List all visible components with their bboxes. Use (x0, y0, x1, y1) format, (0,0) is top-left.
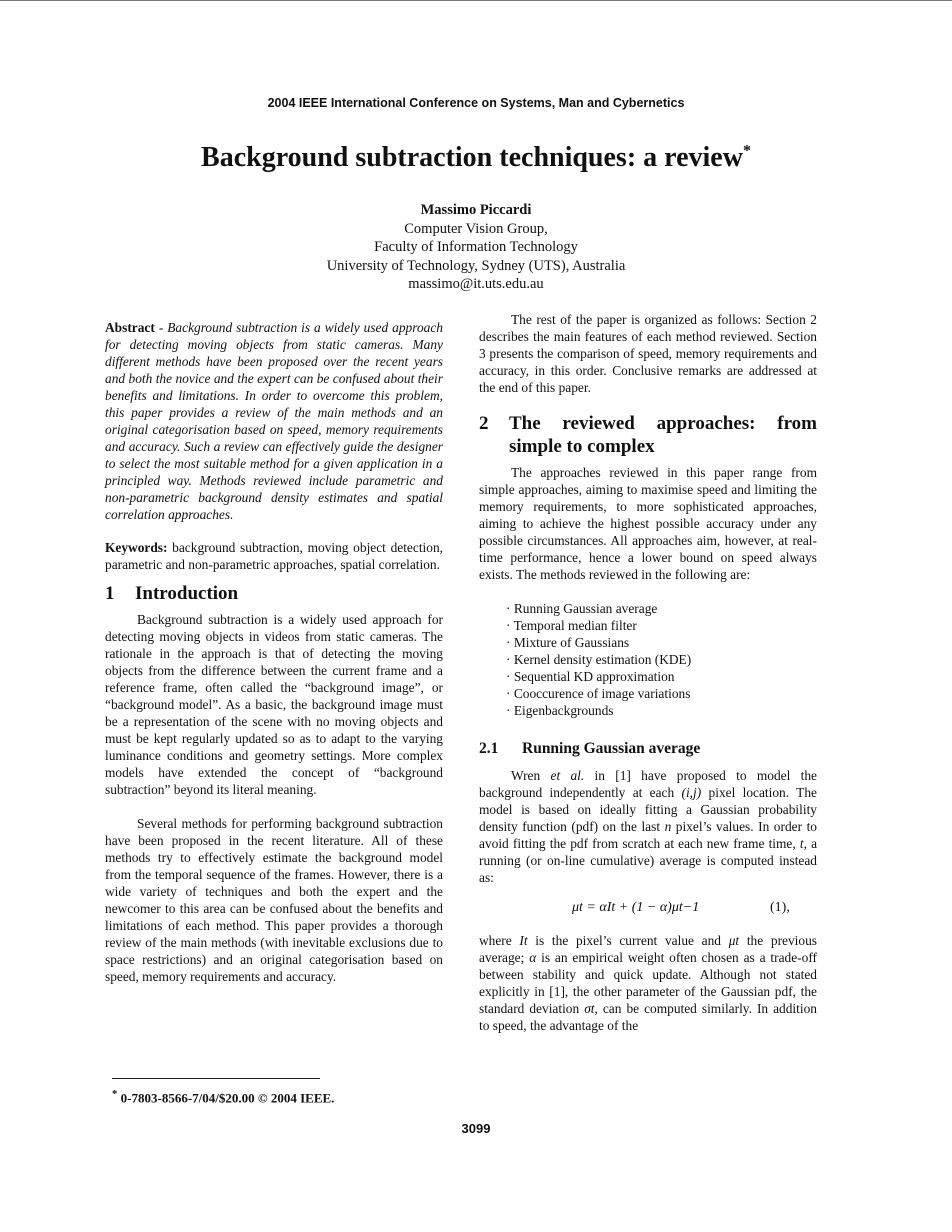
text-run: μt (728, 933, 740, 948)
text-run: n (664, 819, 672, 834)
list-item: · Cooccurence of image variations (506, 685, 817, 702)
abstract-dash: - (154, 320, 168, 335)
section-2-1-heading (479, 739, 817, 758)
text-run: in [1] have proposed to model the background independently at each (479, 768, 817, 800)
author-faculty: Faculty of Information Technology (374, 239, 578, 255)
text-run: , a running (or on-line cumulative) average is computed instead as: (479, 836, 818, 885)
equation-number: (1), (770, 900, 790, 915)
keywords (105, 539, 443, 573)
equation-explanation-paragraph (479, 932, 817, 1034)
paper-organization-paragraph: The rest of the paper is organized as follows: Section 2 describes the main features of each method reviewed. Section 3 presents the comparison of speed, memory requirements and accuracy, in this order. Conclusive remarks are addressed at the end of this paper. (479, 312, 817, 395)
copyright-footnote (112, 1088, 334, 1106)
footnote-rule (112, 1078, 320, 1079)
list-item: · Temporal median filter (506, 617, 817, 634)
equation-1 (479, 896, 817, 922)
author-name: Massimo Piccardi (420, 202, 532, 218)
footnote-text: 0-7803-8566-7/04/$20.00 © 2004 IEEE. (117, 1090, 335, 1106)
text-run: σt (584, 1001, 595, 1016)
section-2-1-paragraph (479, 767, 817, 886)
list-item: · Running Gaussian average (506, 600, 817, 617)
left-column (105, 319, 443, 985)
title-footnote-mark: * (742, 142, 751, 160)
section-1-number: 1 (105, 583, 115, 604)
text-run: , can be computed similarly. In addition to speed, the advantage of the (479, 1001, 817, 1033)
list-item: · Mixture of Gaussians (506, 634, 817, 651)
intro-paragraph-1: Background subtraction is a widely used approach for detecting moving objects in videos from static cameras. The rationale in the approach is that of detecting the moving objects from the difference between the current frame and a reference frame, often called the “background image”, or “background model”. As a basic, the background image must be a representation of the scene with no moving objects and must be kept regularly updated so as to adapt to the varying luminance conditions and geometry settings. More complex models have extended the concept of “background subtraction” beyond its literal meaning. (105, 612, 443, 797)
author-group: Computer Vision Group, (404, 220, 548, 237)
text-run: It (519, 933, 528, 948)
right-column (479, 311, 817, 1034)
top-border (0, 0, 952, 1)
section-2-paragraph: The approaches reviewed in this paper range from simple approaches, aiming to maximise speed and limiting the memory requirements, to more sophisticated approaches, aiming to achieve the highest possible accuracy under any possible circumstances. All approaches aim, however, at real-time performance, hence a lower bound on speed always exists. The methods reviewed in the following are: (479, 465, 817, 582)
abstract (105, 319, 443, 523)
intro-paragraph-2: Several methods for performing background subtraction have been proposed in the recent literature. All of these methods try to effectively estimate the background model from the temporal sequence of the frames. However, there is a wide variety of techniques and both the expert and the newcomer to this area can be confused about the benefits and limitations of each method. This paper provides a thorough review of the main methods (with inevitable exclusions due to space restrictions) and an original categorisation based on speed, memory requirements and accuracy. (105, 816, 443, 984)
text-run: Wren (511, 768, 551, 783)
author-email: massimo@it.uts.edu.au (408, 276, 544, 292)
section-1-heading (105, 582, 443, 605)
page-number: 3099 (461, 1121, 491, 1136)
text-run: α (529, 950, 537, 965)
section-2-1-number: 2.1 (479, 740, 499, 757)
paper-title (0, 142, 952, 174)
author-block (0, 201, 952, 294)
text-run: t (799, 836, 804, 851)
list-item: · Sequential KD approximation (506, 668, 817, 685)
text-run: pixel location. The model is based on ideally fitting a Gaussian probability density function (pdf) on the last (479, 785, 817, 834)
text-run: is an empirical weight often chosen as a trade-off between stability and quick update. Although not stated explicitly in [1], the other parameter of the Gaussian pdf, the standard deviation (479, 950, 817, 1016)
keywords-label: Keywords: (105, 540, 168, 555)
abstract-text: Background subtraction is a widely used approach for detecting moving objects from static cameras. Many different methods have been proposed over the recent years and both the novice and the expert can be confused about their benefits and limitations. In order to overcome this problem, this paper provides a review of the main methods and an original categorisation based on speed, memory requirements and accuracy. Such a review can effectively guide the designer to select the most suitable method for a given application in a principled way. Methods reviewed include parametric and non-parametric background density estimates and spatial correlation approaches. (105, 320, 443, 522)
section-1-title: Introduction (135, 583, 239, 604)
text-run: is the pixel’s current value and (527, 933, 729, 948)
section-2-heading (479, 412, 817, 458)
list-item: · Kernel density estimation (KDE) (506, 651, 817, 668)
methods-list (479, 600, 817, 719)
section-2-number: 2 (479, 413, 489, 434)
section-2-1-title: Running Gaussian average (522, 740, 701, 757)
abstract-label: Abstract (105, 320, 155, 335)
text-run: the previous average; (479, 933, 817, 965)
text-run: where (479, 933, 520, 948)
text-run: et al. (550, 768, 585, 783)
text-run: pixel’s values. In order to avoid fitting the pdf from scratch at each new frame time, (479, 819, 817, 851)
title-text: Background subtraction techniques: a review (201, 142, 743, 173)
list-item: · Eigenbackgrounds (506, 702, 817, 719)
keywords-text: background subtraction, moving object detection, parametric and non-parametric approaches, spatial correlation. (105, 540, 443, 572)
section-2-title: The reviewed approaches: from simple to complex (509, 413, 817, 457)
text-run: (i,j) (681, 785, 702, 800)
conference-header: 2004 IEEE International Conference on Systems, Man and Cybernetics (267, 96, 685, 110)
author-university: University of Technology, Sydney (UTS), Australia (326, 257, 626, 274)
footnote-mark: * (112, 1088, 118, 1100)
equation-formula: μt = αIt + (1 − α)μt−1 (572, 900, 700, 915)
